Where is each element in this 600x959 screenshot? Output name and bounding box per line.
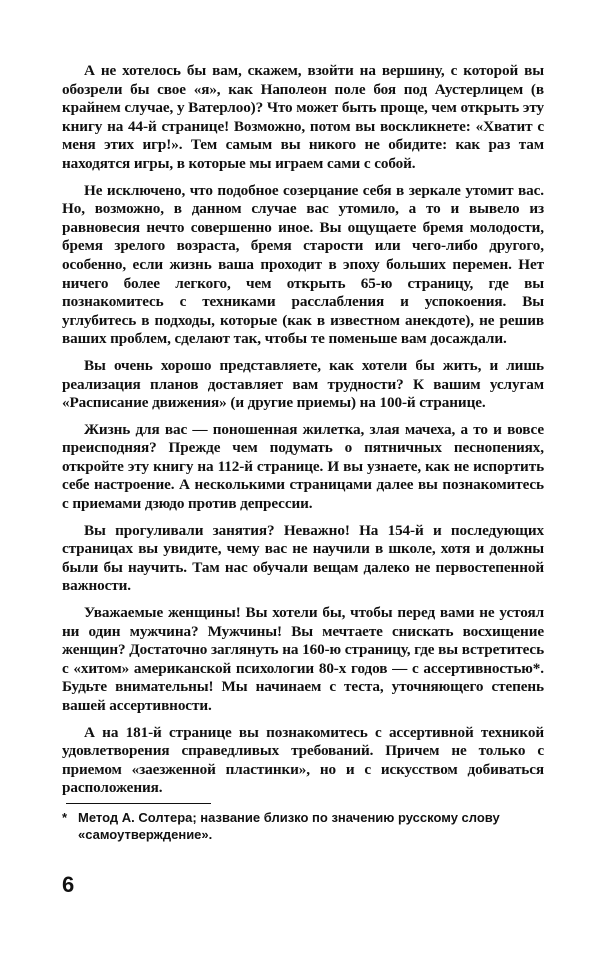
paragraph-7: А на 181-й странице вы познакомитесь с ассертивной техникой удовлетворения справедливых требований. Причем не только с приемом «заезженной пластинки», но и с искусством добиваться расположения. — [62, 723, 544, 797]
paragraph-1: А не хотелось бы вам, скажем, взойти на вершину, с которой вы обозрели бы свое «я», как Наполеон поле боя под Аустерлицем (в крайнем случае, у Ватерлоо)? Что может быть проще, чем открыть эту книгу на 44-й странице! Возможно, потом вы воскликнете: «Хватит с меня этих игр!». Тем самым вы никого не обидите: как раз там находятся игры, в которые мы играем сами с собой. — [62, 62, 544, 172]
paragraph-3: Вы очень хорошо представляете, как хотели бы жить, и лишь реализация планов доставляет вам трудности? К вашим услугам «Расписание движения» (и другие приемы) на 100-й странице. — [62, 356, 544, 412]
footnote-divider — [66, 803, 211, 804]
main-text — [62, 62, 544, 806]
paragraph-5: Вы прогуливали занятия? Неважно! На 154-й и последующих страницах вы увидите, чему вас не научили в школе, хотя и должны были бы научить. Там нас обучали вещам далеко не первостепенной важности. — [62, 521, 544, 595]
footnote-line-2: «самоутверждение». — [78, 827, 213, 842]
footnote-mark: * — [62, 810, 68, 825]
footnote — [62, 809, 544, 843]
paragraph-6: Уважаемые женщины! Вы хотели бы, чтобы перед вами не устоял ни один мужчина? Мужчины! Вы мечтаете снискать восхищение женщин? Достаточно заглянуть на 160-ю страницу, где вы встретитесь с «хитом» американской психологии 80-х годов — с ассертивностью*. Будьте внимательны! Мы начинаем с теста, уточняющего степень вашей ассертивности. — [62, 604, 544, 714]
footnote-line-1: Метод А. Солтера; название близко по значению русскому слову — [78, 810, 500, 825]
page-number: 6 — [62, 872, 75, 897]
paragraph-4: Жизнь для вас — поношенная жилетка, злая мачеха, а то и вовсе преисподняя? Прежде чем подумать о пятничных песнопениях, откройте эту книгу на 112-й странице. И вы узнаете, как не испортить себе настроение. А несколькими страницами далее вы познакомитесь с приемами дзюдо против депрессии. — [62, 420, 544, 513]
paragraph-2: Не исключено, что подобное созерцание себя в зеркале утомит вас. Но, возможно, в данном случае вас утомило, а то и вывело из равновесия нечто совершенно иное. Вы ощущаете бремя молодости, бремя зрелого возраста, бремя старости или чего-либо другого, особенно, если жизнь ваша проходит в эпоху больших перемен. Нет ничего более легкого, чем открыть 65-ю страницу, где вы познакомитесь с техниками расслабления и успокоения. Вы углубитесь в подходы, которые (как в известном анекдоте), не решив ваших проблем, сделают так, чтобы те поменьше вам досаждали. — [62, 181, 544, 348]
